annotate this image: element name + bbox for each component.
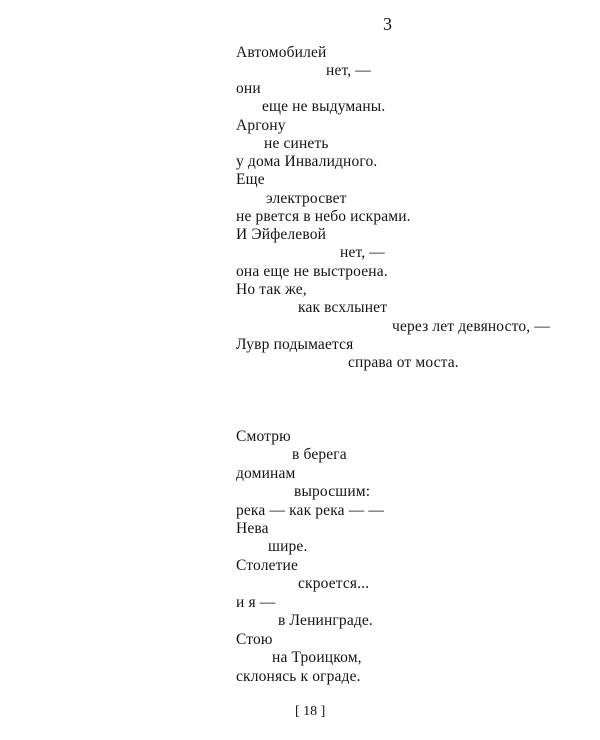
poem-line: еще не выдуманы. [262,98,386,115]
poem-line: они [236,80,261,97]
poem-line: склонясь к ограде. [236,668,361,685]
poem-line: выросшим: [294,483,371,500]
poem-line: Нева [236,520,269,537]
poem-line: Автомобилей [236,44,327,61]
poem-line: нет, — [326,62,371,79]
poem-line: Лувр подымается [236,336,354,353]
poem-line: у дома Инвалидного. [236,153,378,170]
poem-line: и я — [236,594,276,611]
poem-line: не рвется в небо искрами. [236,208,411,225]
poem-line: Столетие [236,557,299,574]
poem-line: И Эйфелевой [236,226,327,243]
poem-line: река — как река — — [236,502,385,519]
poem-line: скроется... [298,575,370,592]
poem-line: в Ленинграде. [278,612,373,629]
poem-line: Стою [236,631,273,648]
page-number: [ 18 ] [295,704,326,719]
poem-line: Но так же, [236,281,307,298]
poem-line: доминам [236,465,296,482]
section-number: 3 [383,14,392,34]
poem-line: как всхлынет [298,299,388,316]
poem-line: не синеть [264,135,329,152]
poem-line: Смотрю [236,428,291,445]
poem-line: Аргону [236,117,286,134]
poem-line: справа от моста. [348,354,459,371]
poem-line: на Троицком, [272,649,362,666]
poem-line: через лет девяносто, — [392,318,550,335]
poem-line: шире. [268,538,308,555]
poem-line: электросвет [266,190,347,207]
poem-line: Еще [236,171,265,188]
poem-line: нет, — [340,244,385,261]
poem-line: в берега [292,446,347,463]
poem-line: она еще не выстроена. [236,263,388,280]
